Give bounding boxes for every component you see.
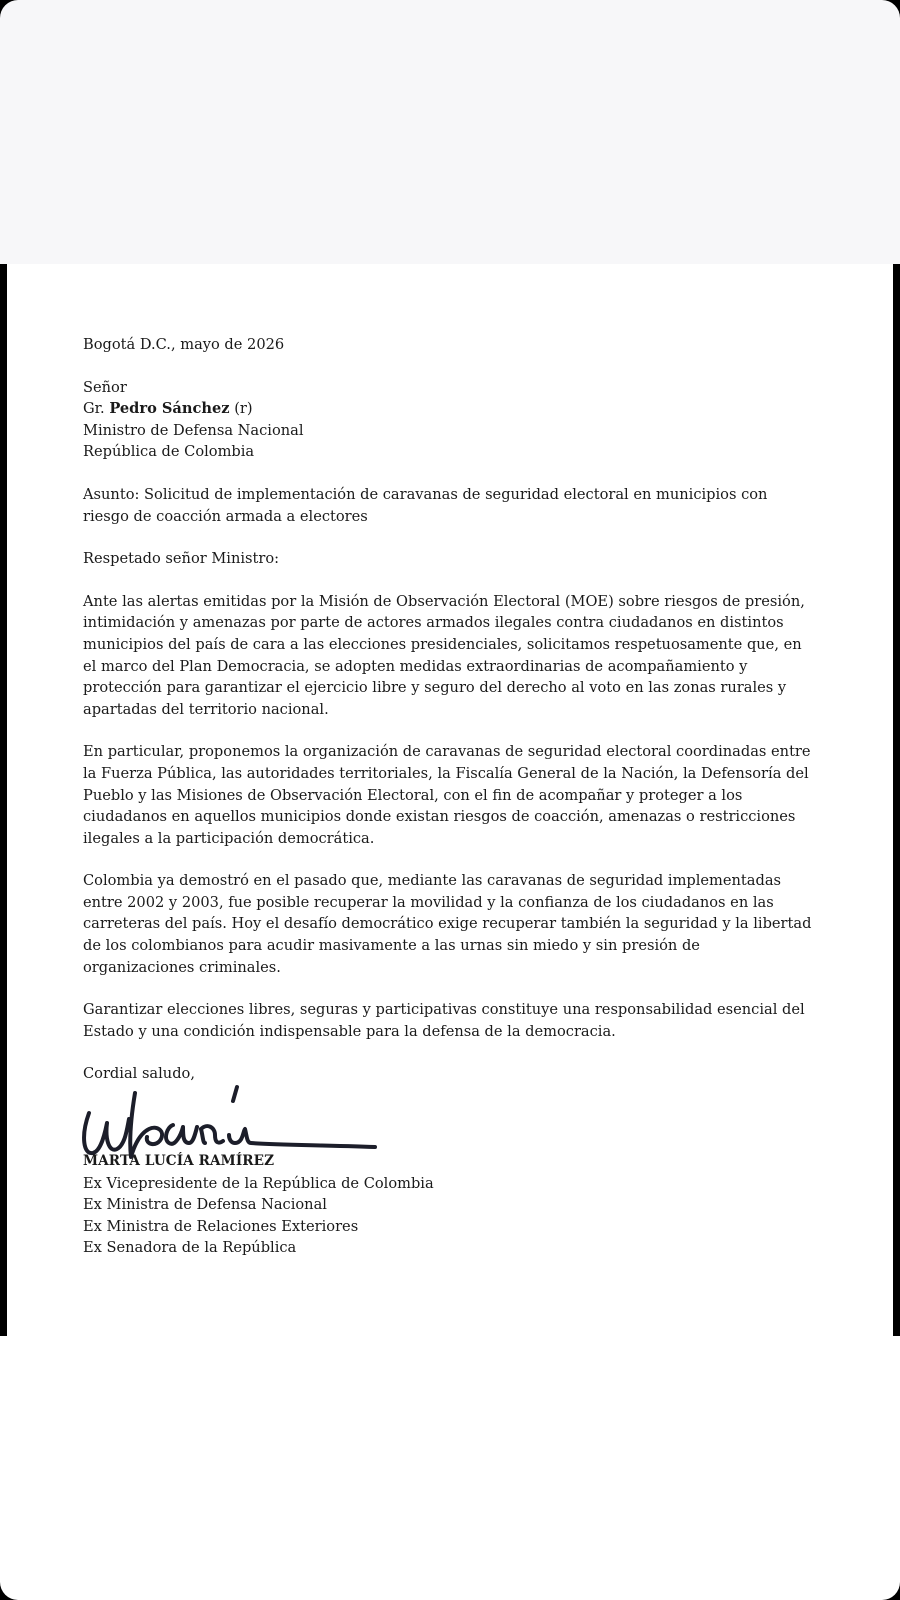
body-paragraph-3: Colombia ya demostró en el pasado que, mediante las caravanas de seguridad implementadas entre 2002 y 2003, fue posible recuperar la movilidad y la confianza de los ciudadanos en las carreteras del país. Hoy el desafío democrático exige recuperar también la seguridad y la libertad de los colombianos para acudir masivamente a las urnas sin miedo y sin presión de organizaciones criminales.: [83, 872, 812, 976]
signer-title-3: Ex Ministra de Relaciones Exteriores: [83, 1217, 359, 1235]
recipient-block: [83, 377, 815, 463]
recipient-name-line: [83, 398, 815, 420]
signer-name: MARTA LUCÍA RAMÍREZ: [83, 1153, 275, 1170]
letter-subject: Asunto: Solicitud de implementación de caravanas de seguridad electoral en municipios con riesgo de coacción armada a electores: [83, 485, 768, 525]
recipient-name: Pedro Sánchez: [109, 400, 230, 418]
recipient-position: Ministro de Defensa Nacional: [83, 421, 304, 439]
recipient-salutation: Señor: [83, 378, 127, 396]
letter-closing: Cordial saludo,: [83, 1065, 195, 1083]
letter-greeting: Respetado señor Ministro:: [83, 550, 280, 568]
signer-title-1: Ex Vicepresidente de la República de Colombia: [83, 1174, 434, 1192]
letter-date: Bogotá D.C., mayo de 2026: [83, 336, 285, 353]
letter-body: [83, 334, 815, 1259]
body-paragraph-1: Ante las alertas emitidas por la Misión de Observación Electoral (MOE) sobre riesgos de presión, intimidación y amenazas por parte de actores armados ilegales contra ciudadanos en distintos municipios del país de cara a las elecciones presidenciales, solicitamos respetuosamente que, en el marco del Plan Democracia, se adopten medidas extraordinarias de acompañamiento y protección para garantizar el ejercicio libre y seguro del derecho al voto en las zonas rurales y apartadas del territorio nacional.: [83, 592, 805, 718]
body-paragraph-4: Garantizar elecciones libres, seguras y participativas constituye una responsabilidad esencial del Estado y una condición indispensable para la defensa de la democracia.: [83, 1001, 805, 1040]
recipient-rank: Gr.: [83, 400, 105, 418]
recipient-country: República de Colombia: [83, 443, 255, 461]
recipient-suffix: (r): [234, 400, 253, 418]
body-paragraph-2: En particular, proponemos la organización de caravanas de seguridad electoral coordinadas entre la Fuerza Pública, las autoridades territoriales, la Fiscalía General de la Nación, la Defensoría del Pueblo y las Misiones de Observación Electoral, con el fin de acompañar y proteger a los ciudadanos en aquellos municipios donde existan riesgos de coacción, amenazas o restricciones ilegales a la participación democrática.: [83, 743, 811, 847]
signature-area: [83, 1085, 815, 1151]
letter-page: [7, 264, 893, 1336]
top-blank-panel: [0, 0, 900, 264]
signer-title-2: Ex Ministra de Defensa Nacional: [83, 1196, 327, 1214]
signer-title-4: Ex Senadora de la República: [83, 1239, 297, 1257]
bottom-blank-panel: [0, 1336, 900, 1600]
